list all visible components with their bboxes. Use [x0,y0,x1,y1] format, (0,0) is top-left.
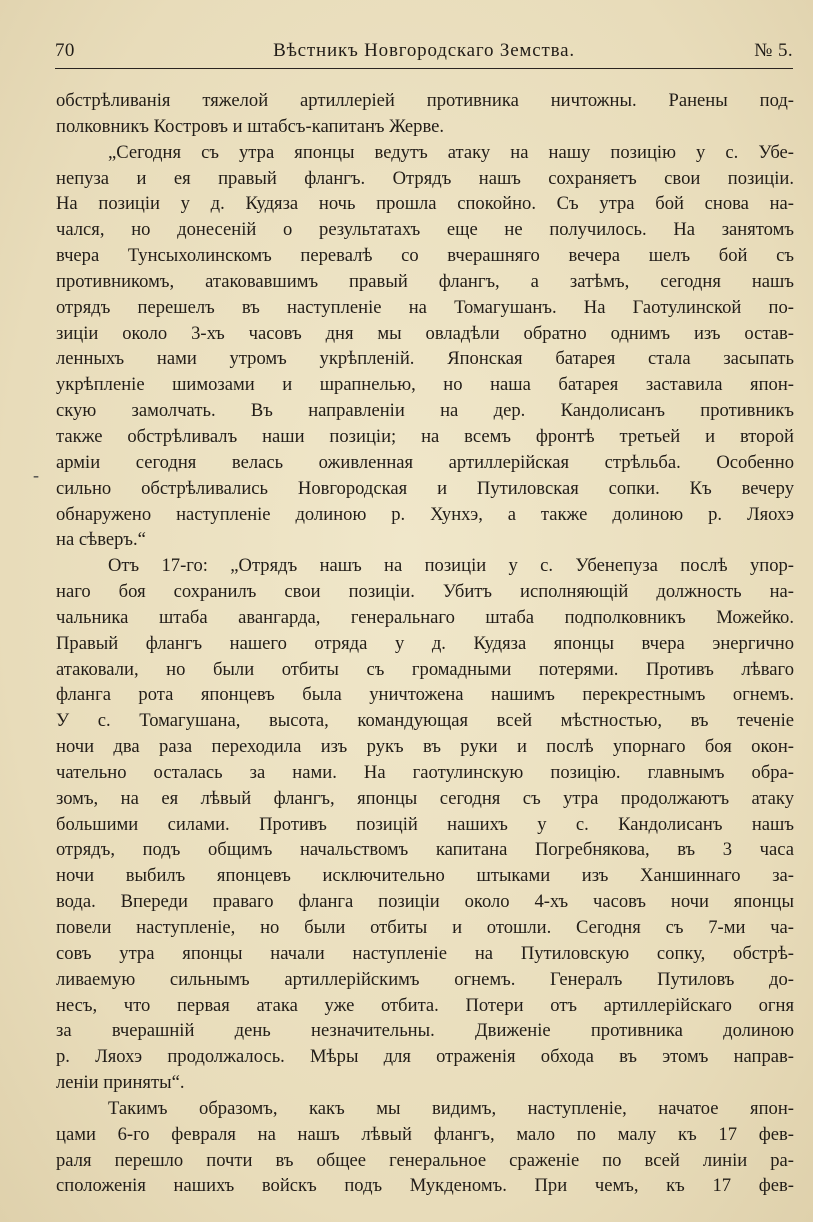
text-line: раля перешло почти въ общее генеральное сраженіе по всей линіи ра- [56,1149,794,1171]
text-line: чальника штаба авангарда, генеральнаго штаба подполковникъ Можейко. [56,606,794,628]
text-line: отрядъ перешелъ въ наступленіе на Томагушанъ. На Гаотулинской по- [56,296,794,318]
text-line: зиціи около 3-хъ часовъ дня мы овладѣли обратно однимъ изъ остав- [56,322,794,344]
text-line: скую замолчать. Въ направленіи на дер. Кандолисанъ противникъ [56,400,794,422]
journal-title: Вѣстникъ Новгородскаго Земства. [273,40,575,61]
text-line: повели наступленіе, но были отбиты и отошли. Сегодня съ 7-ми ча- [56,917,794,938]
text-line: сположенія нашихъ войскъ подъ Мукденомъ. При чемъ, къ 17 фев- [56,1175,794,1197]
text-line: ночи два раза переходила изъ рукъ въ руки и послѣ упорнаго боя окон- [56,736,794,758]
text-line: укрѣпленіе шимозами и шрапнелью, но наша батарея заставила япон- [56,374,794,396]
text-line: ленныхъ нами утромъ укрѣпленій. Японская батарея стала засыпать [56,348,794,370]
page-header [55,38,793,66]
text-line: на сѣверъ.“ [56,529,146,551]
issue-number: № 5. [754,40,793,61]
text-line: цами 6-го февраля на нашъ лѣвый флангъ, мало по малу къ 17 фев- [56,1123,794,1145]
text-line: атаковали, но были отбиты съ громадными потерями. Противъ лѣваго [56,658,794,680]
text-line: непуза и ея правый флангъ. Отрядъ нашъ сохраняетъ свои позиціи. [56,167,794,189]
text-line: за вчерашній день незначительны. Движеніе противника долиною [56,1020,794,1042]
header-divider [55,68,793,69]
text-line: Отъ 17-го: „Отрядъ нашъ на позиціи у с. Убенепуза послѣ упор- [108,555,794,577]
text-line: вода. Впереди праваго фланга позиціи около 4-хъ часовъ ночи японцы [56,891,794,913]
text-line: р. Ляохэ продолжалось. Мѣры для отраженія обхода въ этомъ направ- [56,1046,794,1068]
text-line: совъ утра японцы начали наступленіе на Путиловскую сопку, обстрѣ- [56,942,794,964]
text-line: чательно осталась за нами. На гаотулинскую позицію. главнымъ обра- [56,761,794,783]
text-line: Правый флангъ нашего отряда у д. Кудяза японцы вчера энергично [56,632,794,654]
text-line: большими силами. Противъ позицій нашихъ у с. Кандолисанъ нашъ [56,813,794,835]
text-line: фланга рота японцевъ была уничтожена нашимъ перекрестнымъ огнемъ. [56,684,794,706]
text-line: зомъ, на ея лѣвый флангъ, японцы сегодня съ утра продолжаютъ атаку [56,787,794,809]
text-line: Такимъ образомъ, какъ мы видимъ, наступленіе, начатое япон- [108,1097,794,1119]
text-line: вчера Тунсыхолинскомъ перевалѣ со вчерашняго вечера шелъ бой съ [56,245,794,267]
text-line: также обстрѣливалъ наши позиціи; на всемъ фронтѣ третьей и второй [56,425,794,447]
text-line: обнаружено наступленіе долиною р. Хунхэ, а также долиною р. Ляохэ [56,503,794,525]
text-line: отрядъ, подъ общимъ начальствомъ капитана Погребнякова, въ 3 часа [56,839,794,861]
text-line: полковникъ Костровъ и штабсъ-капитанъ Жерве. [56,115,445,137]
page-number: 70 [55,40,75,61]
margin-mark: - [33,465,39,485]
article-body [56,88,794,1199]
text-line: несъ, что первая атака уже отбита. Потери отъ артиллерійскаго огня [56,994,794,1016]
text-line: леніи приняты“. [56,1072,185,1094]
text-line: противникомъ, атаковавшимъ правый флангъ, а затѣмъ, сегодня нашъ [56,270,794,292]
text-line: На позиціи у д. Кудяза ночь прошла спокойно. Съ утра бой снова на- [56,193,794,215]
text-line: „Сегодня съ утра японцы ведутъ атаку на нашу позицію у с. Убе- [108,141,794,163]
text-line: арміи сегодня велась оживленная артиллерійская стрѣльба. Особенно [56,451,794,473]
text-line: обстрѣливанія тяжелой артиллеріей противника ничтожны. Ранены под- [56,90,794,111]
text-line: ночи выбилъ японцевъ исключительно штыками изъ Ханшиннаго за- [56,865,794,887]
text-line: сильно обстрѣливались Новгородская и Путиловская сопки. Къ вечеру [56,477,794,499]
text-line: наго боя сохранилъ свои позиціи. Убитъ исполняющій должность на- [56,581,794,603]
text-line: У с. Томагушана, высота, командующая всей мѣстностью, въ теченіе [56,710,794,732]
text-line: чался, но донесеній о результатахъ еще не получилось. На занятомъ [56,219,794,241]
text-line: ливаемую сильнымъ артиллерійскимъ огнемъ. Генералъ Путиловъ до- [56,968,794,990]
